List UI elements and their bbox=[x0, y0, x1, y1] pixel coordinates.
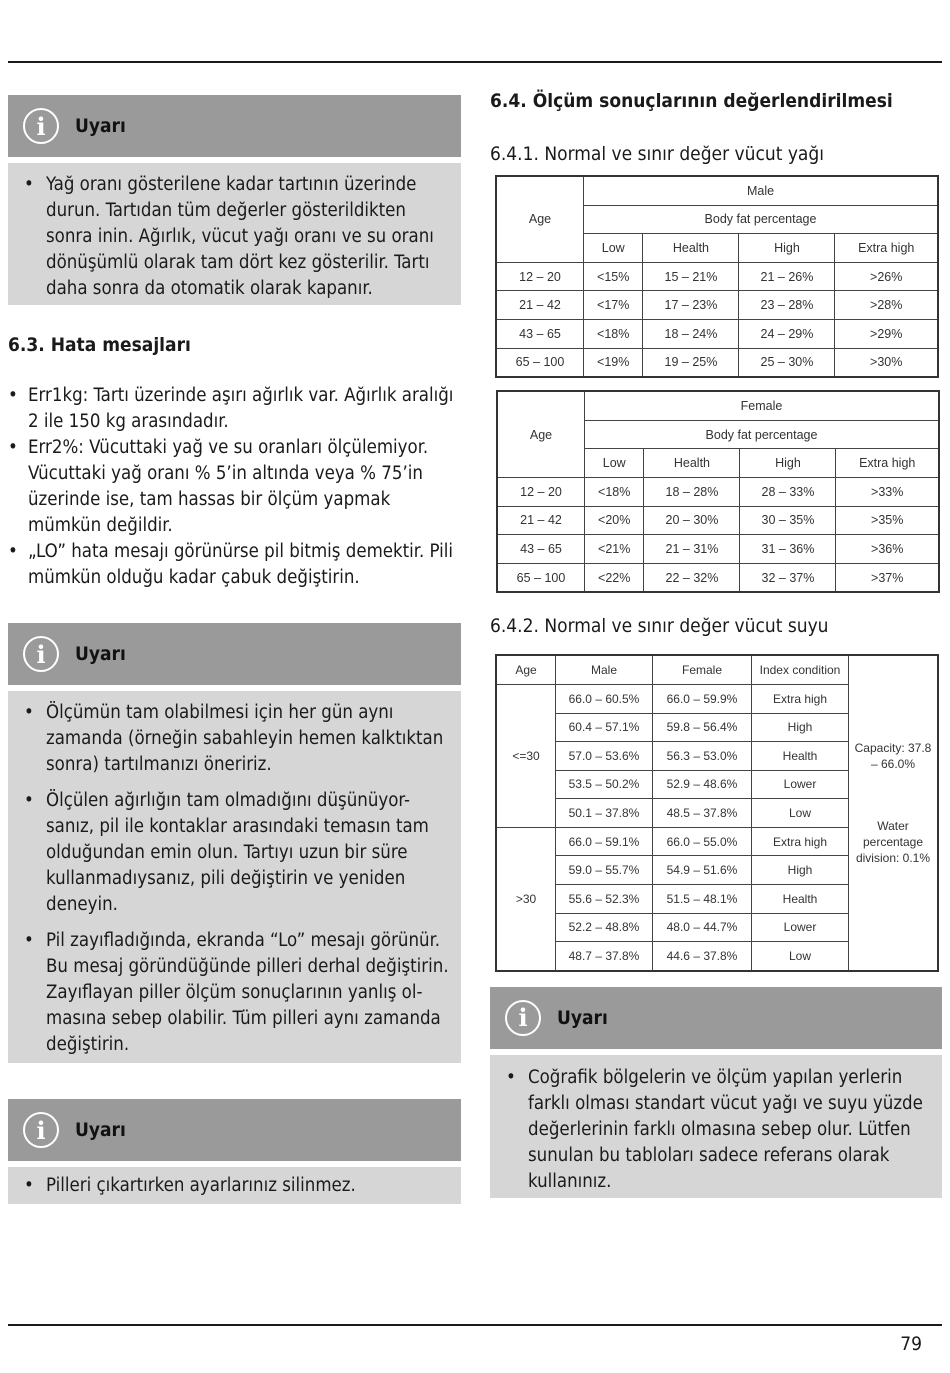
table-cell: 31 – 36% bbox=[740, 535, 836, 564]
info-icon: i bbox=[23, 108, 59, 144]
age-header: Age bbox=[496, 176, 584, 262]
table-cell: 54.9 – 51.6% bbox=[653, 856, 752, 885]
table-cell: <15% bbox=[584, 262, 643, 291]
table-cell: 60.4 – 57.1% bbox=[556, 713, 653, 742]
table-cell: 18 – 28% bbox=[644, 477, 740, 506]
column-header: Extra high bbox=[836, 449, 939, 478]
table-cell: Health bbox=[752, 742, 849, 771]
table-cell: Low bbox=[752, 942, 849, 971]
table-cell: 53.5 – 50.2% bbox=[556, 770, 653, 799]
age-group: <=30 bbox=[496, 684, 556, 827]
table-cell: 21 – 26% bbox=[739, 262, 835, 291]
table-cell: Health bbox=[752, 885, 849, 914]
table-cell: 19 – 25% bbox=[643, 348, 739, 377]
column-header: Low bbox=[584, 234, 643, 263]
column-header: Age bbox=[496, 655, 556, 684]
warning-box-2 bbox=[8, 623, 461, 1063]
table-row bbox=[496, 348, 938, 377]
warning-title: Uyarı bbox=[75, 115, 126, 137]
table-cell: 28 – 33% bbox=[740, 477, 836, 506]
warning-header bbox=[8, 1099, 461, 1161]
table-cell: >33% bbox=[836, 477, 939, 506]
page-number: 79 bbox=[900, 1333, 922, 1355]
table-cell: <21% bbox=[585, 535, 644, 564]
division-note: Water percentage division: 0.1% bbox=[855, 819, 931, 866]
column-header: Extra high bbox=[835, 234, 938, 263]
table-cell: >28% bbox=[835, 291, 938, 320]
error-item: • „LO” hata mesajı görünürse pil bitmiş demektir. Pili mümkün olduğu kadar çabuk değiştirin. bbox=[8, 539, 461, 591]
subgroup-header: Body fat percentage bbox=[585, 420, 940, 449]
table-cell: <19% bbox=[584, 348, 643, 377]
table-cell: <17% bbox=[584, 291, 643, 320]
table-row bbox=[496, 291, 938, 320]
table-cell: 12 – 20 bbox=[496, 262, 584, 291]
table-cell: 51.5 – 48.1% bbox=[653, 885, 752, 914]
table-cell: 48.0 – 44.7% bbox=[653, 913, 752, 942]
table-cell: 23 – 28% bbox=[739, 291, 835, 320]
table-cell: High bbox=[752, 856, 849, 885]
subgroup-header: Body fat percentage bbox=[584, 205, 939, 234]
table-cell: <22% bbox=[585, 563, 644, 592]
table-cell: >37% bbox=[836, 563, 939, 592]
warning-box-1 bbox=[8, 95, 461, 305]
table-cell: 50.1 – 37.8% bbox=[556, 799, 653, 828]
table-cell: 66.0 – 59.9% bbox=[653, 684, 752, 713]
female-body-fat-table bbox=[496, 390, 940, 593]
table-row bbox=[496, 262, 938, 291]
warning-item: • Yağ oranı gösterilene kadar tartının üzerinde durun. Tartıdan tüm değerler gösterildikten sonra inin. Ağırlık, vücut yağı oranı ve su oranı dönüşümlü olarak tam dört kez gösterilir. Tartı daha sonra da otomatik olarak kapanır. bbox=[22, 172, 449, 302]
male-body-fat-table bbox=[495, 175, 939, 378]
age-group: >30 bbox=[496, 827, 556, 970]
table-cell: 20 – 30% bbox=[644, 506, 740, 535]
info-icon: i bbox=[23, 636, 59, 672]
warning-box-3 bbox=[8, 1099, 461, 1204]
table-cell: 44.6 – 37.8% bbox=[653, 942, 752, 971]
warning-item: • Pil zayıfladığında, ekranda “Lo” mesajı görünür. Bu mesaj göründüğünde pilleri derhal değiştirin. Zayıflayan piller ölçüm sonuçlarının yanlış ol-masına sebep olabilir. Tüm pilleri aynı zamanda değiştirin. bbox=[22, 928, 449, 1058]
warning-item: • Ölçümün tam olabilmesi için her gün aynı zamanda (örneğin sabahleyin hemen kalktıktan sonra) tartılmanızı öneririz. bbox=[22, 700, 449, 778]
right-column bbox=[490, 88, 942, 1198]
table-row bbox=[497, 563, 939, 592]
group-header: Male bbox=[584, 176, 939, 205]
warning-item: • Pilleri çıkartırken ayarlarınız silinmez. bbox=[22, 1173, 449, 1199]
table-cell: 43 – 65 bbox=[497, 535, 585, 564]
warning-header bbox=[8, 623, 461, 685]
table-cell: 21 – 31% bbox=[644, 535, 740, 564]
warning-body bbox=[8, 163, 461, 305]
column-header: Health bbox=[644, 449, 740, 478]
top-rule bbox=[8, 61, 942, 63]
table-cell: Extra high bbox=[752, 827, 849, 856]
bottom-rule bbox=[8, 1324, 942, 1326]
warning-body bbox=[8, 1167, 461, 1204]
warning-header bbox=[490, 987, 942, 1049]
warning-body bbox=[490, 1055, 942, 1198]
warning-header bbox=[8, 95, 461, 157]
column-header: Health bbox=[643, 234, 739, 263]
info-icon: i bbox=[505, 1000, 541, 1036]
column-header: Female bbox=[653, 655, 752, 684]
table-cell: 52.2 – 48.8% bbox=[556, 913, 653, 942]
column-header: Index condition bbox=[752, 655, 849, 684]
column-header: Male bbox=[556, 655, 653, 684]
table-cell: 43 – 65 bbox=[496, 319, 584, 348]
table-cell: 21 – 42 bbox=[497, 506, 585, 535]
table-cell: >30% bbox=[835, 348, 938, 377]
table-cell: >36% bbox=[836, 535, 939, 564]
table-cell: 18 – 24% bbox=[643, 319, 739, 348]
table-cell: 48.5 – 37.8% bbox=[653, 799, 752, 828]
table-cell: 65 – 100 bbox=[496, 348, 584, 377]
table-cell: 17 – 23% bbox=[643, 291, 739, 320]
table-cell: 55.6 – 52.3% bbox=[556, 885, 653, 914]
table-cell: 15 – 21% bbox=[643, 262, 739, 291]
capacity-note: Capacity: 37.8 – 66.0% bbox=[854, 741, 932, 772]
table-cell: 52.9 – 48.6% bbox=[653, 770, 752, 799]
table-row bbox=[496, 319, 938, 348]
table-cell: Extra high bbox=[752, 684, 849, 713]
group-header: Female bbox=[585, 391, 940, 420]
warning-item: • Coğrafik bölgelerin ve ölçüm yapılan yerlerin farklı olması standart vücut yağı ve suyu yüzde değerlerinin farklı olmasına sebep olur. Lütfen sunulan bu tabloları sadece referans olarak kullanınız. bbox=[504, 1065, 930, 1195]
table-row bbox=[497, 535, 939, 564]
table-cell: >26% bbox=[835, 262, 938, 291]
table-cell: 32 – 37% bbox=[740, 563, 836, 592]
table-cell: 66.0 – 60.5% bbox=[556, 684, 653, 713]
error-section bbox=[8, 332, 461, 591]
table-cell: >29% bbox=[835, 319, 938, 348]
table-cell: 59.8 – 56.4% bbox=[653, 713, 752, 742]
table-cell: 25 – 30% bbox=[739, 348, 835, 377]
error-item: • Err2%: Vücuttaki yağ ve su oranları ölçülemiyor. Vücuttaki yağ oranı % 5’in altında veya % 75’in üzerinde ise, tam hassas bir ölçüm yapmak mümkün değildir. bbox=[8, 435, 461, 539]
table-cell: <20% bbox=[585, 506, 644, 535]
table-cell: 57.0 – 53.6% bbox=[556, 742, 653, 771]
body-water-table bbox=[495, 654, 939, 972]
table-cell: Lower bbox=[752, 913, 849, 942]
table-cell: Lower bbox=[752, 770, 849, 799]
table-row bbox=[497, 477, 939, 506]
subsection-heading: 6.4.2. Normal ve sınır değer vücut suyu bbox=[490, 615, 829, 638]
warning-box-4 bbox=[490, 987, 942, 1198]
warning-title: Uyarı bbox=[557, 1006, 608, 1029]
warning-title: Uyarı bbox=[75, 643, 126, 665]
table-cell: 12 – 20 bbox=[497, 477, 585, 506]
table-cell: 66.0 – 59.1% bbox=[556, 827, 653, 856]
section-heading: 6.3. Hata mesajları bbox=[8, 334, 191, 356]
age-header: Age bbox=[497, 391, 585, 477]
warning-item: • Ölçülen ağırlığın tam olmadığını düşünüyor-sanız, pil ile kontaklar arasındaki temasın tam olduğundan emin olun. Tartıyı uzun bir süre kullanmadıysanız, pili değiştirin ve yeniden deneyin. bbox=[22, 788, 449, 918]
section-heading: 6.4. Ölçüm sonuçlarının değerlendirilmesi bbox=[490, 90, 893, 112]
table-cell: 66.0 – 55.0% bbox=[653, 827, 752, 856]
table-cell: 48.7 – 37.8% bbox=[556, 942, 653, 971]
error-item: • Err1kg: Tartı üzerinde aşırı ağırlık var. Ağırlık aralığı 2 ile 150 kg arasındadır. bbox=[8, 383, 461, 435]
capacity-note-cell bbox=[849, 655, 939, 971]
table-cell: 59.0 – 55.7% bbox=[556, 856, 653, 885]
left-column bbox=[8, 95, 461, 1204]
warning-title: Uyarı bbox=[75, 1119, 126, 1141]
table-cell: High bbox=[752, 713, 849, 742]
table-cell: 65 – 100 bbox=[497, 563, 585, 592]
table-cell: 24 – 29% bbox=[739, 319, 835, 348]
table-cell: >35% bbox=[836, 506, 939, 535]
table-cell: 30 – 35% bbox=[740, 506, 836, 535]
table-cell: 56.3 – 53.0% bbox=[653, 742, 752, 771]
info-icon: i bbox=[23, 1112, 59, 1148]
subsection-heading: 6.4.1. Normal ve sınır değer vücut yağı bbox=[490, 143, 825, 165]
table-row bbox=[497, 506, 939, 535]
warning-body bbox=[8, 691, 461, 1063]
column-header: Low bbox=[585, 449, 644, 478]
column-header: High bbox=[739, 234, 835, 263]
table-cell: 21 – 42 bbox=[496, 291, 584, 320]
table-cell: Low bbox=[752, 799, 849, 828]
column-header: High bbox=[740, 449, 836, 478]
error-list bbox=[8, 383, 461, 591]
table-cell: <18% bbox=[584, 319, 643, 348]
table-cell: <18% bbox=[585, 477, 644, 506]
table-cell: 22 – 32% bbox=[644, 563, 740, 592]
